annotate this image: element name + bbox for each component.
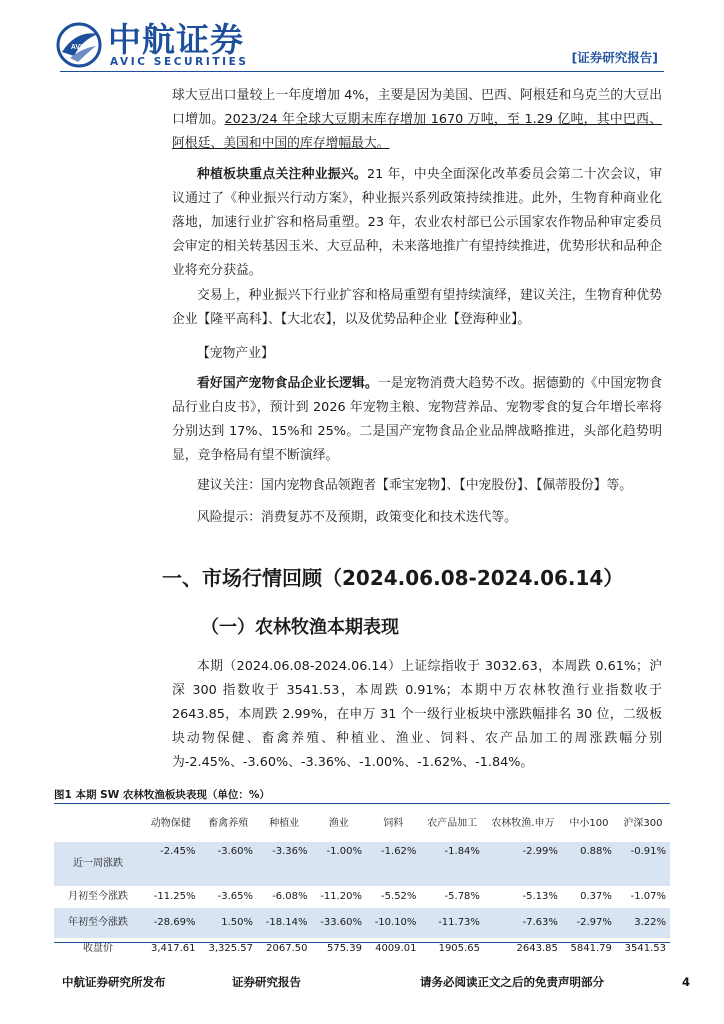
table-cell: -5.13% [522, 891, 558, 902]
table-cell: 0.37% [580, 891, 612, 902]
table-cell: -11.20% [320, 891, 362, 902]
header-rule [60, 71, 664, 72]
table-cell: -33.60% [312, 908, 366, 938]
table-cell: 0.88% [562, 842, 616, 886]
column-header: 饲料 [383, 818, 404, 829]
page-header [0, 0, 724, 80]
column-header: 渔业 [328, 818, 349, 829]
table-cell: -1.00% [312, 842, 366, 886]
logo-text-en: AVIC SECURITIES [110, 56, 249, 68]
table-cell: -3.36% [257, 842, 311, 886]
table-cell: 4009.01 [375, 943, 417, 954]
table-header-row [54, 806, 670, 842]
table-cell: -2.97% [562, 908, 616, 938]
table-row [54, 886, 670, 908]
figure-bottom-rule [54, 942, 670, 943]
subsection-heading-performance: （一）农林牧渔本期表现 [201, 617, 399, 638]
table-cell: 3,417.61 [150, 943, 196, 954]
table-cell: -6.08% [272, 891, 308, 902]
seed-industry-lead: 种植板块重点关注种业振兴。 [197, 167, 368, 182]
row-label: 收盘价 [83, 943, 113, 954]
pet-section-label: 【宠物产业】 [197, 346, 274, 361]
column-header: 农产品加工 [427, 818, 478, 829]
row-label: 近一周涨跌 [54, 842, 142, 886]
table-cell: -2.99% [484, 842, 562, 886]
table-cell: 2067.50 [266, 943, 308, 954]
table-cell: 5841.79 [570, 943, 612, 954]
table-header-corner [54, 806, 142, 842]
column-header: 沪深300 [623, 818, 663, 829]
avic-logo-icon [56, 22, 102, 68]
table-row [54, 908, 670, 938]
table-cell: -7.63% [484, 908, 562, 938]
section-heading-market-review: 一、市场行情回顾（2024.06.08-2024.06.14） [162, 566, 624, 590]
table-cell: -28.69% [142, 908, 200, 938]
table-cell: -5.78% [444, 891, 480, 902]
table-cell: -10.10% [366, 908, 420, 938]
column-header: 中小100 [569, 818, 609, 829]
pet-food-text: 一是宠物消费大趋势不改。据德勤的《中国宠物食品行业白皮书》，预计到 2026 年宠物主粮、宠物营养品、宠物零食的复合年增长率将分别达到 17%、15%和 25%。二是国产宠物食品企业品牌战略推进，头部化趋势明显，竞争格局有望不断演绎。 [172, 376, 663, 463]
paragraph-market-summary: 本期（2024.06.08-2024.06.14）上证综指收于 3032.63，本周跌 0.61%；沪深 300 指数收于 3541.53，本周跌 0.91%；本期中万农林牧渔行业指数收于 2643.85，本周跌 2.99%，在申万 31 个一级行业板块中涨跌幅排名 30 位，二级板块动物保健、畜禽养殖、种植业、渔业、饲料、农产品加工的周涨跌幅分别为-2.45%、-3.60%、-3.36%、-1.00%、-1.62%、-1.84%。 [172, 659, 662, 770]
column-header: 农林牧渔.申万 [491, 818, 555, 829]
table-cell: 1.50% [200, 908, 258, 938]
table-cell: -1.07% [630, 891, 666, 902]
table-cell: -5.52% [381, 891, 417, 902]
table-cell: 3.22% [616, 908, 670, 938]
soybean-export-text: 球大豆出口量较上一年度增加 4%，主要是因为美国、巴西、阿根廷和乌克兰的大豆出口增加。 [172, 88, 662, 127]
column-header: 种植业 [269, 818, 300, 829]
paragraph-risk: 风险提示：消费复苏不及预期，政策变化和技术迭代等。 [197, 510, 517, 525]
table-cell: 2643.85 [516, 943, 558, 954]
page-number: 4 [682, 975, 691, 989]
paragraph-soybean [172, 84, 662, 156]
footer-report-type: 证券研究报告 [232, 975, 301, 989]
report-type-tag: [证券研究报告] [571, 50, 658, 65]
table-cell: -1.62% [366, 842, 420, 886]
seed-trading-text: 交易上，种业振兴下行业扩容和格局重塑有望持续演绎，建议关注，生物育种优势企业【隆平高科】、【大北农】，以及优势品种企业【登海种业】。 [172, 288, 662, 327]
sector-performance-table [54, 806, 670, 960]
footer-publisher: 中航证券研究所发布 [62, 975, 166, 989]
table-cell: 3,325.57 [208, 943, 254, 954]
table-cell: -18.14% [257, 908, 311, 938]
paragraph-seed-trading [172, 284, 662, 332]
table-cell: -1.84% [420, 842, 484, 886]
table-cell: 1905.65 [438, 943, 480, 954]
table-cell: 575.39 [326, 943, 362, 954]
table-cell: -11.25% [153, 891, 196, 902]
logo-text-cn: 中航证券 [108, 20, 244, 59]
paragraph-seed-industry [172, 163, 662, 283]
figure-top-rule [54, 803, 670, 804]
table-row [54, 842, 670, 886]
soybean-stock-text: 2023/24 年全球大豆期末库存增加 1670 万吨，至 1.29 亿吨，其中巴西、阿根廷、美国和中国的库存增幅最大。 [172, 112, 662, 151]
column-header: 动物保健 [150, 818, 191, 829]
table-cell: 3541.53 [624, 943, 666, 954]
row-label: 年初至今涨跌 [54, 908, 142, 938]
table-cell: -2.45% [142, 842, 200, 886]
seed-industry-text: 21 年，中央全面深化改革委员会第二十次会议，审议通过了《种业振兴行动方案》，种业振兴系列政策持续推进。此外，生物育种商业化落地，加速行业扩容和格局重塑。23 年，农业农村部已公示国家农作物品种审定委员会审定的相关转基因玉米、大豆品种，未来落地推广有望持续推进，优势形状和品种企业将充分获益。 [172, 167, 662, 278]
table-cell: -3.65% [217, 891, 254, 902]
table-cell: -3.60% [200, 842, 258, 886]
table-cell: -0.91% [616, 842, 670, 886]
row-label: 月初至今涨跌 [68, 891, 128, 902]
figure-title: 图1 本期 SW 农林牧渔板块表现（单位：%） [54, 789, 270, 801]
svg-text:AVIC: AVIC [70, 44, 88, 51]
paragraph-pet-recommend: 建议关注：国内宠物食品领跑者【乖宝宠物】、【中宠股份】、【佩蒂股份】等。 [197, 478, 633, 493]
footer-disclaimer: 请务必阅读正文之后的免责声明部分 [420, 975, 604, 989]
column-header: 畜禽养殖 [208, 818, 249, 829]
table-cell: -11.73% [420, 908, 484, 938]
paragraph-pet-food [172, 372, 662, 468]
pet-food-lead: 看好国产宠物食品企业长逻辑。 [197, 376, 378, 391]
